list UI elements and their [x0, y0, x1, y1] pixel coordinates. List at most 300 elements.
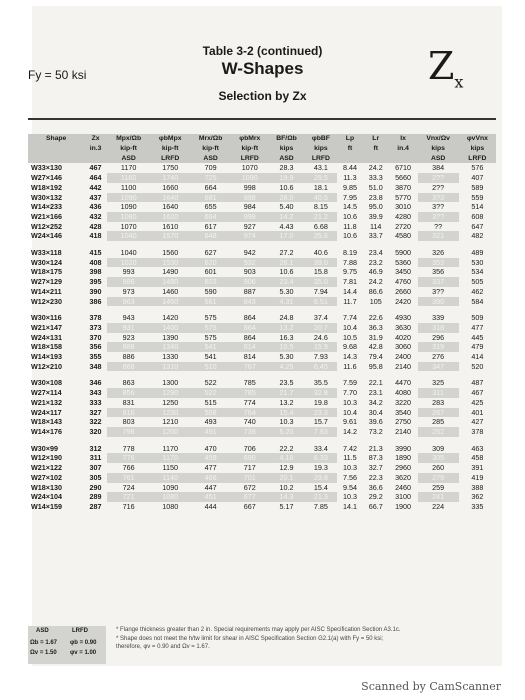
header-cell: [28, 144, 84, 154]
shape-cell: W14×211: [31, 286, 62, 296]
value-cell: 814: [243, 352, 256, 362]
value-cell: 418: [89, 231, 102, 241]
value-cell: 279: [418, 473, 459, 483]
value-cell: 2750: [395, 417, 412, 427]
shape-cell: W18×143: [31, 417, 62, 427]
header-cell: ASD: [268, 154, 304, 164]
header-row-design: [28, 154, 496, 164]
group-separator: [28, 437, 496, 444]
shape-cell: W18×130: [31, 482, 62, 492]
value-cell: 761: [107, 473, 151, 483]
header-cell: kips: [305, 144, 337, 154]
footnotes: [116, 626, 488, 652]
value-cell: 283: [432, 397, 445, 407]
header-cell: kip-ft: [231, 144, 268, 154]
header-cell: [389, 154, 418, 164]
value-cell: 451: [190, 492, 231, 502]
value-cell: 963: [107, 297, 151, 307]
value-cell: 4280: [395, 211, 412, 221]
value-cell: 105: [369, 296, 382, 306]
table-row: [28, 444, 496, 454]
value-cell: 1150: [162, 463, 178, 473]
value-cell: 23.4: [268, 277, 304, 287]
table-row: [28, 163, 496, 173]
value-cell: 559: [471, 192, 484, 202]
value-cell: 20.1: [268, 473, 304, 483]
table-row: [28, 463, 496, 473]
yield-strength-label: Fy = 50 ksi: [28, 68, 87, 82]
value-cell: 95.0: [368, 202, 383, 212]
value-cell: 36.3: [368, 322, 383, 332]
value-cell: 458: [471, 453, 484, 463]
value-cell: 11.5: [343, 453, 357, 463]
value-cell: 5.20: [268, 427, 304, 437]
value-cell: 1570: [150, 231, 190, 241]
value-cell: 1090: [120, 202, 137, 212]
table-row: [28, 258, 496, 268]
value-cell: 1490: [162, 267, 179, 277]
table-row: [28, 483, 496, 493]
value-cell: 776: [107, 453, 151, 463]
value-cell: 22.6: [368, 313, 383, 323]
value-cell: 428: [89, 221, 102, 231]
value-cell: 7.94: [313, 286, 328, 296]
value-cell: 1160: [107, 173, 151, 183]
value-cell: 798: [107, 427, 151, 437]
value-cell: 39.6: [368, 417, 383, 427]
header-cell: Zx: [84, 134, 107, 144]
value-cell: 9.54: [342, 482, 357, 492]
value-cell: 887: [243, 286, 256, 296]
table-row: [28, 267, 496, 277]
header-cell: LRFD: [150, 154, 190, 164]
value-cell: 296: [432, 332, 445, 342]
value-cell: 319: [418, 342, 459, 352]
value-cell: 464: [89, 173, 102, 183]
shape-cell: W21×122: [31, 463, 62, 473]
value-cell: 993: [122, 267, 135, 277]
header-cell: Shape: [28, 134, 84, 144]
separator-cell: [28, 241, 496, 248]
value-cell: 4760: [395, 277, 412, 287]
value-cell: 942: [243, 248, 256, 258]
value-cell: 1210: [162, 417, 179, 427]
value-cell: 9.61: [342, 417, 357, 427]
value-cell: 24.6: [313, 332, 328, 342]
value-cell: 432: [89, 211, 102, 221]
header-cell: [84, 154, 107, 164]
shape-cell: W33×130: [31, 163, 62, 173]
value-cell: 241: [418, 492, 459, 502]
value-cell: 445: [471, 332, 484, 342]
shape-cell: W30×99: [31, 443, 58, 453]
value-cell: 603: [190, 277, 231, 287]
value-cell: 307: [89, 463, 102, 473]
value-cell: 4020: [395, 332, 412, 342]
table-row: [28, 323, 496, 333]
value-cell: 575: [204, 313, 217, 323]
table-row: [28, 277, 496, 287]
shape-cell: W21×132: [31, 397, 62, 407]
value-cell: 19.3: [313, 463, 328, 473]
value-cell: 339: [432, 313, 445, 323]
value-cell: 479: [471, 342, 484, 352]
value-cell: 3?3: [418, 193, 459, 203]
value-cell: 10.2: [279, 482, 294, 492]
value-cell: 1080: [107, 212, 151, 222]
value-cell: 10.4: [342, 322, 357, 332]
header-cell: kips: [459, 144, 496, 154]
table-row: [28, 388, 496, 398]
value-cell: 509: [471, 313, 484, 323]
value-cell: 362: [471, 492, 484, 502]
table-row: [28, 417, 496, 427]
value-cell: 1090: [231, 173, 268, 183]
value-cell: 864: [243, 332, 256, 342]
value-cell: 46.9: [368, 267, 383, 277]
value-cell: 1250: [162, 397, 179, 407]
table-row: [28, 297, 496, 307]
value-cell: 39.0: [305, 258, 337, 268]
value-cell: 333: [89, 397, 102, 407]
value-cell: 1040: [107, 231, 151, 241]
value-cell: 856: [107, 388, 151, 398]
value-cell: 943: [122, 313, 135, 323]
value-cell: 15.4: [268, 408, 304, 418]
value-cell: 43.1: [313, 163, 328, 173]
value-cell: 1450: [150, 297, 190, 307]
value-cell: 447: [204, 482, 217, 492]
value-cell: 923: [122, 332, 135, 342]
value-cell: 522: [204, 378, 217, 388]
separator-cell: [28, 306, 496, 313]
value-cell: 520: [471, 361, 484, 371]
header-cell: kip-ft: [150, 144, 190, 154]
value-cell: 477: [204, 463, 217, 473]
value-cell: 738: [231, 427, 268, 437]
value-cell: 19.8: [313, 397, 328, 407]
value-cell: 4080: [395, 388, 412, 398]
value-cell: 534: [471, 267, 484, 277]
value-cell: 831: [122, 397, 135, 407]
value-cell: 7.70: [342, 388, 357, 398]
table-row: [28, 287, 496, 297]
value-cell: 814: [231, 342, 268, 352]
value-cell: 260: [432, 463, 445, 473]
value-cell: 26.1: [268, 258, 304, 268]
shape-cell: W27×114: [31, 388, 62, 398]
value-cell: 348: [89, 361, 102, 371]
value-cell: 14.1: [342, 501, 357, 511]
value-cell: 1640: [150, 193, 190, 203]
value-cell: 289: [89, 492, 102, 502]
value-cell: 3010: [395, 202, 412, 212]
value-cell: 843: [231, 297, 268, 307]
value-cell: 20.7: [305, 323, 337, 333]
table-row: [28, 427, 496, 437]
value-cell: 1170: [150, 453, 190, 463]
value-cell: 589: [471, 182, 484, 192]
shape-cell: W14×233: [31, 202, 62, 212]
header-cell: φvVnx: [459, 134, 496, 144]
value-cell: 1400: [150, 323, 190, 333]
value-cell: 32.8: [305, 388, 337, 398]
omega-v-value: Ωv = 1.50: [30, 650, 57, 656]
value-cell: 6710: [395, 163, 412, 173]
value-cell: 487: [471, 378, 484, 388]
value-cell: 1090: [107, 193, 151, 203]
value-cell: 23.3: [305, 408, 337, 418]
group-separator: [28, 241, 496, 248]
header-cell: kip-ft: [190, 144, 231, 154]
value-cell: 998: [231, 212, 268, 222]
shape-cell: W30×108: [31, 378, 62, 388]
value-cell: 427: [471, 417, 484, 427]
value-cell: 337: [418, 277, 459, 287]
value-cell: 1750: [162, 163, 179, 173]
value-cell: 35.0: [305, 277, 337, 287]
value-cell: 706: [243, 443, 256, 453]
factor-box: [28, 626, 106, 664]
value-cell: 508: [190, 408, 231, 418]
value-cell: 6.33: [305, 453, 337, 463]
value-cell: 3??: [432, 202, 445, 212]
header-cell: ft: [363, 144, 389, 154]
value-cell: 346: [89, 378, 102, 388]
shape-cell: W12×230: [31, 296, 62, 306]
table-row: [28, 502, 496, 512]
value-cell: 86.6: [368, 286, 383, 296]
value-cell: 4.18: [268, 453, 304, 463]
value-cell: 766: [122, 463, 135, 473]
header-cell: Lr: [363, 134, 389, 144]
value-cell: 3990: [395, 443, 412, 453]
header-cell: ASD: [418, 154, 459, 164]
value-cell: 1480: [150, 277, 190, 287]
shape-cell: W27×129: [31, 277, 62, 287]
value-cell: 541: [204, 352, 217, 362]
value-cell: 1340: [150, 342, 190, 352]
value-cell: 1200: [150, 427, 190, 437]
value-cell: 312: [89, 443, 102, 453]
value-cell: 690: [231, 453, 268, 463]
shape-cell: W24×146: [31, 231, 62, 241]
value-cell: 2960: [395, 463, 412, 473]
value-cell: 325: [432, 378, 445, 388]
value-cell: 79.4: [368, 352, 383, 362]
table-row: [28, 193, 496, 203]
value-cell: 816: [107, 408, 151, 418]
value-cell: 335: [471, 501, 484, 511]
value-cell: 463: [471, 443, 484, 453]
value-cell: 10.3: [279, 417, 294, 427]
value-cell: 318: [418, 323, 459, 333]
value-cell: 1080: [162, 501, 179, 511]
value-cell: 11.8: [343, 221, 357, 231]
value-cell: 419: [471, 472, 484, 482]
value-cell: 95.8: [368, 361, 383, 371]
value-cell: 9.68: [342, 342, 357, 352]
value-cell: 459: [190, 453, 231, 463]
value-cell: 778: [122, 443, 135, 453]
value-cell: 514: [471, 202, 484, 212]
value-cell: 24.2: [368, 163, 383, 173]
header-cell: [28, 154, 84, 164]
value-cell: 29.2: [368, 492, 383, 502]
value-cell: 1460: [162, 286, 179, 296]
value-cell: 903: [243, 267, 256, 277]
value-cell: 27.2: [279, 248, 294, 258]
value-cell: 343: [89, 388, 102, 398]
value-cell: 10.5: [342, 332, 357, 342]
value-cell: 2420: [395, 296, 412, 306]
value-cell: 15.7: [313, 417, 328, 427]
table-row: [28, 453, 496, 463]
table-row: [28, 222, 496, 232]
value-cell: 8.15: [313, 202, 328, 212]
footnote-flange: * Flange thickness greater than 2 in. Special requirements may apply per AISC Specification Section A3.1c.: [116, 627, 401, 633]
value-cell: 931: [107, 323, 151, 333]
value-cell: 863: [122, 378, 135, 388]
value-cell: 16.3: [279, 332, 294, 342]
value-cell: 4.43: [279, 221, 294, 231]
table-header: [28, 134, 496, 163]
value-cell: 1070: [241, 163, 258, 173]
value-cell: 1560: [162, 248, 179, 258]
value-cell: 648: [190, 231, 231, 241]
value-cell: 1890: [395, 453, 412, 463]
value-cell: 35.5: [313, 378, 328, 388]
header-cell: LRFD: [459, 154, 496, 164]
value-cell: 40.6: [313, 248, 328, 258]
value-cell: 7.88: [342, 257, 357, 267]
value-cell: 14.2: [342, 426, 357, 436]
value-cell: 37.4: [313, 313, 328, 323]
value-cell: 11.7: [343, 296, 357, 306]
value-cell: 8.19: [342, 248, 357, 258]
header-cell: φbMrx: [231, 134, 268, 144]
value-cell: 5900: [395, 248, 412, 258]
value-cell: 15.4: [313, 482, 328, 492]
value-cell: 3220: [395, 397, 412, 407]
value-cell: 1620: [150, 212, 190, 222]
value-cell: 3630: [395, 322, 412, 332]
header-cell: ft: [337, 144, 363, 154]
value-cell: 10.5: [268, 342, 304, 352]
value-cell: 252: [418, 427, 459, 437]
value-cell: 608: [471, 211, 484, 221]
group-separator: [28, 306, 496, 313]
value-cell: 14.2: [268, 212, 304, 222]
table-footer: [28, 626, 496, 664]
value-cell: 442: [89, 182, 102, 192]
header-cell: kips: [268, 144, 304, 154]
shape-cell: W30×124: [31, 257, 62, 267]
value-cell: 724: [122, 482, 135, 492]
value-cell: 1230: [150, 408, 190, 418]
asd-label: ASD: [36, 628, 49, 634]
value-cell: 3100: [395, 492, 412, 502]
value-cell: 14.3: [342, 352, 357, 362]
value-cell: 803: [122, 417, 135, 427]
value-cell: 40.5: [305, 193, 337, 203]
value-cell: 973: [122, 286, 135, 296]
value-cell: 378: [89, 313, 102, 323]
value-cell: 785: [243, 378, 256, 388]
value-cell: 489: [471, 248, 484, 258]
header-cell: Mrx/Ωb: [190, 134, 231, 144]
shape-cell: W14×193: [31, 352, 62, 362]
value-cell: 10.6: [279, 182, 294, 192]
value-cell: 29.8: [305, 473, 337, 483]
value-cell: 664: [190, 212, 231, 222]
table-row: [28, 173, 496, 183]
value-cell: 2140: [395, 361, 412, 371]
value-cell: 575: [204, 332, 217, 342]
shape-cell: W21×166: [31, 211, 62, 221]
value-cell: 7.81: [342, 277, 357, 287]
value-cell: 408: [89, 257, 102, 267]
value-cell: 888: [107, 342, 151, 352]
value-cell: 401: [471, 407, 484, 417]
value-cell: 627: [204, 248, 217, 258]
value-cell: 466: [190, 473, 231, 483]
value-cell: 356: [89, 342, 102, 352]
value-cell: 7.74: [342, 313, 357, 323]
value-cell: 33.7: [368, 231, 383, 241]
value-cell: 305: [89, 472, 102, 482]
header-cell: Vnx/Ωv: [418, 134, 459, 144]
value-cell: 1660: [162, 182, 179, 192]
value-cell: 10.4: [342, 407, 357, 417]
value-cell: 23.5: [279, 378, 294, 388]
header-cell: Ix: [389, 134, 418, 144]
table-body: [28, 163, 496, 511]
value-cell: 23.2: [368, 257, 383, 267]
value-cell: 10.6: [279, 267, 294, 277]
value-cell: 647: [471, 221, 484, 231]
value-cell: 407: [471, 173, 484, 183]
header-cell: in.4: [389, 144, 418, 154]
value-cell: 491: [190, 427, 231, 437]
table-row: [28, 362, 496, 372]
value-cell: 864: [243, 313, 256, 323]
value-cell: 667: [243, 501, 256, 511]
value-cell: 39.9: [368, 211, 383, 221]
value-cell: 1170: [162, 443, 178, 453]
value-cell: 4.25: [268, 362, 304, 372]
value-cell: 5.17: [279, 501, 294, 511]
value-cell: 3870: [395, 182, 412, 192]
value-cell: 617: [204, 221, 217, 231]
footnote-shear-cont: therefore, φv = 0.90 and Ωv = 1.67.: [116, 644, 210, 650]
value-cell: 1640: [162, 202, 179, 212]
shape-cell: W12×190: [31, 453, 62, 463]
table-row: [28, 202, 496, 212]
value-cell: 17.0: [268, 231, 304, 241]
value-cell: 785: [231, 388, 268, 398]
value-cell: 1080: [150, 492, 190, 502]
value-cell: 505: [471, 277, 484, 287]
value-cell: 7.56: [342, 472, 357, 482]
value-cell: 22.3: [368, 472, 383, 482]
value-cell: 353: [418, 258, 459, 268]
value-cell: 677: [231, 492, 268, 502]
value-cell: 224: [432, 501, 445, 511]
shape-cell: W27×146: [31, 173, 62, 183]
value-cell: 10.3: [342, 492, 357, 502]
table-row: [28, 352, 496, 362]
